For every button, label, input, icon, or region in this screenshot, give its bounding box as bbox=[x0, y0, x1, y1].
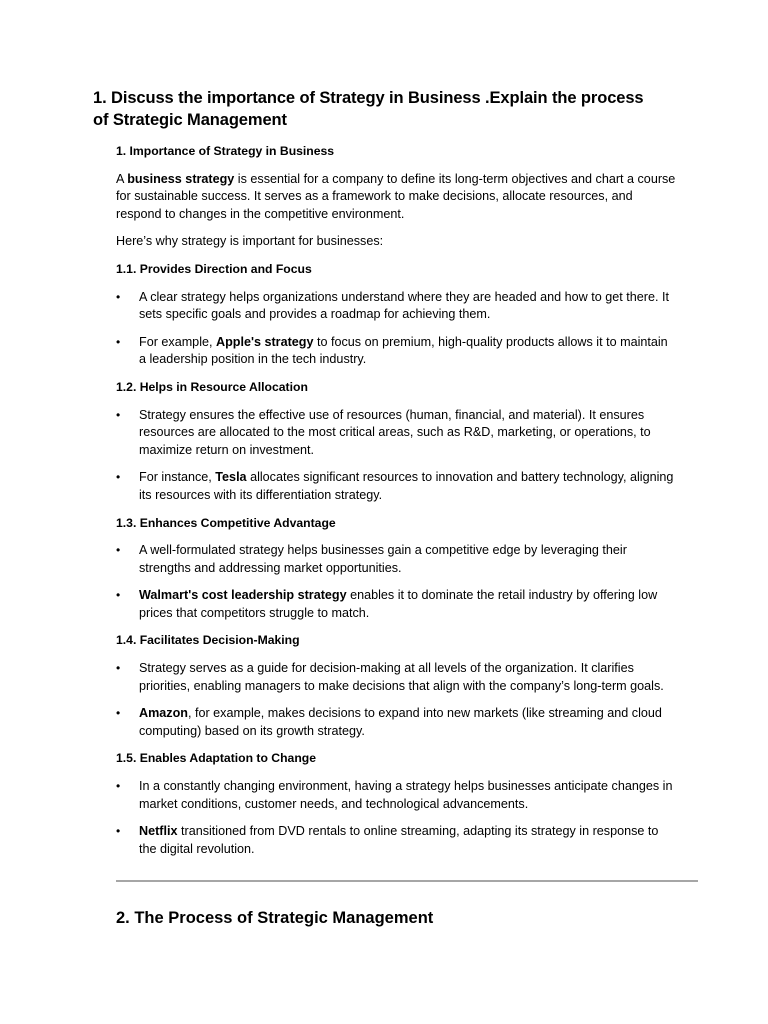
bullet-list bbox=[116, 289, 676, 369]
bullet-icon: • bbox=[116, 779, 121, 794]
bullet-text: , for example, makes decisions to expand into new markets (like streaming and cloud computing) based on its growth strategy. bbox=[139, 706, 662, 738]
bullet-icon: • bbox=[116, 407, 121, 422]
bullet-bold-term: Netflix bbox=[139, 824, 178, 839]
intro-rest: is essential for a company to define its long-term objectives and chart a course for sustainable success. It serves as a framework to make decisions, allocate resources, and respond to changes in the competitive environment. bbox=[116, 171, 676, 221]
bullet-text: A clear strategy helps organizations understand where they are headed and how to get there. It sets specific goals and provides a roadmap for achieving them. bbox=[139, 289, 669, 322]
bullet-item bbox=[116, 823, 676, 858]
bullet-item bbox=[116, 469, 676, 504]
bullet-icon: • bbox=[116, 588, 121, 603]
importance-heading: 1. Importance of Strategy in Business bbox=[116, 144, 335, 158]
bullet-bold-term: Amazon bbox=[139, 706, 188, 721]
bullet-icon: • bbox=[116, 543, 121, 558]
bullet-text: enables it to dominate the retail industry by offering low prices that competitors struggle to match. bbox=[139, 588, 658, 620]
subsection-heading: 1.4. Facilitates Decision-Making bbox=[116, 633, 300, 648]
bullet-icon: • bbox=[116, 661, 121, 676]
bullet-prefix: For example, bbox=[139, 334, 216, 349]
question-heading: 1. Discuss the importance of Strategy in Business .Explain the process of Strategic Management bbox=[93, 89, 644, 129]
bullet-text: A well-formulated strategy helps businesses gain a competitive edge by leveraging their strengths and addressing market opportunities. bbox=[139, 543, 627, 575]
bullet-list bbox=[116, 778, 676, 858]
bullet-item bbox=[116, 334, 676, 369]
bullet-bold-term: Tesla bbox=[215, 470, 247, 485]
bullet-text: allocates significant resources to innovation and battery technology, aligning its resources with its differentiation strategy. bbox=[139, 470, 674, 502]
bullet-bold-term: Walmart's cost leadership strategy bbox=[139, 588, 347, 603]
bullet-item bbox=[116, 407, 676, 460]
bullet-icon: • bbox=[116, 706, 121, 721]
bullet-list bbox=[116, 542, 676, 622]
intro-prefix: A bbox=[116, 171, 128, 186]
bullet-bold-term: Apple's strategy bbox=[216, 334, 314, 349]
subsection-heading: 1.3. Enhances Competitive Advantage bbox=[116, 515, 336, 530]
bullet-text: Strategy serves as a guide for decision-making at all levels of the organization. It clarifies priorities, enabling managers to make decisions that align with the company’s long-term goals. bbox=[139, 661, 664, 693]
bullet-text: Strategy ensures the effective use of resources (human, financial, and material). It ensures resources are allocated to the most critical areas, such as R&D, marketing, or operations, to maximize return on investment. bbox=[139, 407, 651, 457]
bullet-icon: • bbox=[116, 334, 121, 349]
bullet-text: transitioned from DVD rentals to online streaming, adapting its strategy in response to the digital revolution. bbox=[139, 824, 659, 856]
bullet-list bbox=[116, 660, 676, 740]
importance-section bbox=[116, 143, 676, 868]
bullet-icon: • bbox=[116, 470, 121, 485]
bullet-item bbox=[116, 778, 676, 813]
bullet-item bbox=[116, 542, 676, 577]
bullet-item bbox=[116, 660, 676, 695]
intro-bold-term: business strategy bbox=[127, 171, 235, 186]
bullet-item bbox=[116, 289, 676, 324]
why-paragraph: Here’s why strategy is important for businesses: bbox=[116, 234, 384, 249]
process-heading: 2. The Process of Strategic Management bbox=[116, 909, 434, 927]
subsections-container bbox=[116, 261, 676, 858]
bullet-item bbox=[116, 705, 676, 740]
subsection-heading: 1.1. Provides Direction and Focus bbox=[116, 261, 312, 276]
subsection-heading: 1.5. Enables Adaptation to Change bbox=[116, 751, 316, 766]
bullet-text: In a constantly changing environment, having a strategy helps businesses anticipate changes in market conditions, customer needs, and technological advancements. bbox=[139, 779, 673, 811]
intro-paragraph bbox=[116, 171, 676, 224]
bullet-text: to focus on premium, high-quality products allows it to maintain a leadership position in the tech industry. bbox=[139, 334, 668, 367]
subsection-heading: 1.2. Helps in Resource Allocation bbox=[116, 379, 308, 394]
bullet-icon: • bbox=[116, 289, 121, 304]
bullet-item bbox=[116, 587, 676, 622]
bullet-list bbox=[116, 407, 676, 505]
horizontal-divider bbox=[116, 880, 698, 882]
bullet-icon: • bbox=[116, 824, 121, 839]
bullet-prefix: For instance, bbox=[139, 470, 216, 485]
